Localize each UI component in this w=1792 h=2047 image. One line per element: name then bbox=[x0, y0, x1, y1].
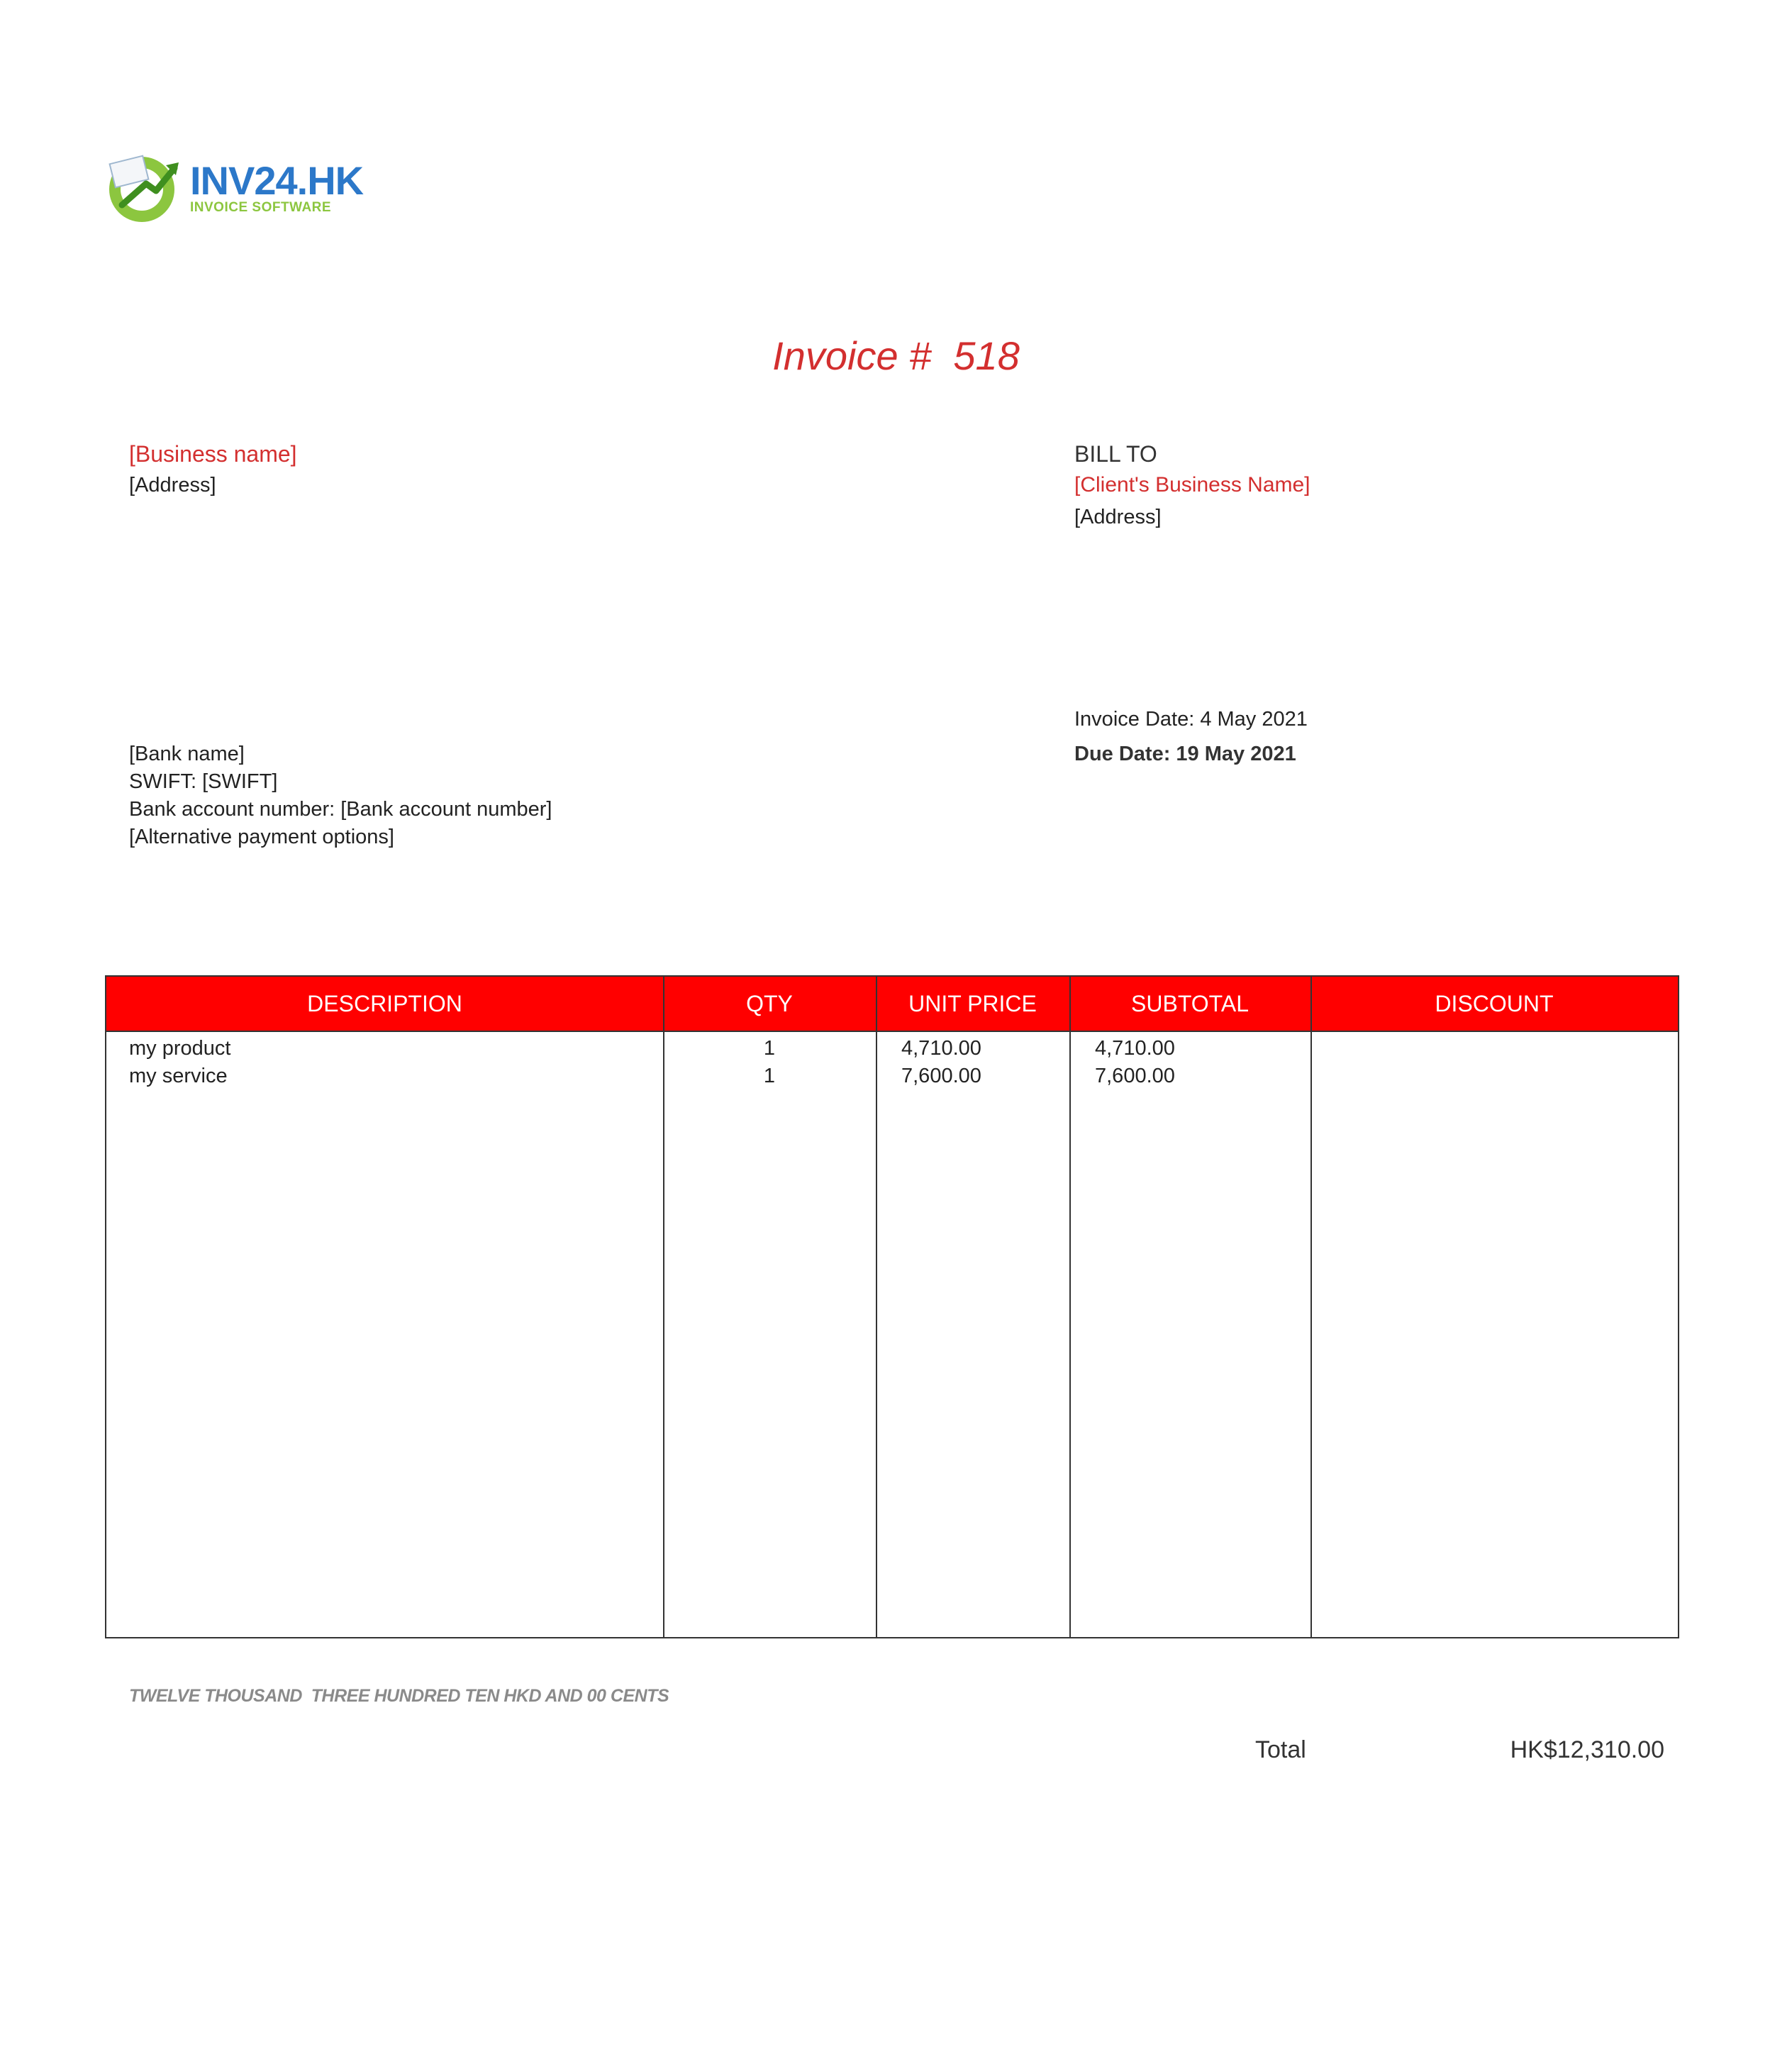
invoice-date: Invoice Date: 4 May 2021 bbox=[1074, 708, 1308, 731]
invoice-title: Invoice # 518 bbox=[772, 333, 1020, 378]
row-description: my product bbox=[129, 1037, 231, 1060]
total-amount: HK$12,310.00 bbox=[1510, 1736, 1664, 1763]
logo-tagline: INVOICE SOFTWARE bbox=[190, 200, 332, 215]
row-unit-price: 4,710.00 bbox=[901, 1037, 981, 1060]
row-qty: 1 bbox=[763, 1065, 776, 1087]
bill-to-heading: BILL TO bbox=[1074, 441, 1157, 467]
bank-name: [Bank name] bbox=[129, 743, 245, 765]
seller-business-name: [Business name] bbox=[129, 441, 297, 467]
seller-address: [Address] bbox=[129, 474, 216, 497]
row-qty: 1 bbox=[763, 1037, 776, 1060]
due-date: Due Date: 19 May 2021 bbox=[1074, 743, 1296, 765]
logo-name: INV24.HK bbox=[190, 158, 364, 203]
column-divider bbox=[1069, 977, 1071, 1637]
column-divider bbox=[876, 977, 877, 1637]
table-header bbox=[106, 977, 1678, 1032]
client-business-name: [Client's Business Name] bbox=[1074, 473, 1310, 497]
row-unit-price: 7,600.00 bbox=[901, 1065, 981, 1087]
column-header-discount: DISCOUNT bbox=[1435, 991, 1554, 1016]
line-items-table bbox=[105, 975, 1679, 1638]
row-subtotal: 7,600.00 bbox=[1095, 1065, 1175, 1087]
alternative-payment: [Alternative payment options] bbox=[129, 826, 394, 848]
row-subtotal: 4,710.00 bbox=[1095, 1037, 1175, 1060]
column-header-description: DESCRIPTION bbox=[307, 991, 462, 1016]
column-divider bbox=[1310, 977, 1312, 1637]
swift-code: SWIFT: [SWIFT] bbox=[129, 770, 278, 793]
column-header-qty: QTY bbox=[746, 991, 793, 1016]
client-address: [Address] bbox=[1074, 506, 1162, 528]
row-description: my service bbox=[129, 1065, 228, 1087]
amount-in-words: TWELVE THOUSAND THREE HUNDRED TEN HKD AND 00 CENTS bbox=[129, 1686, 669, 1706]
logo-icon bbox=[106, 152, 186, 223]
column-header-subtotal: SUBTOTAL bbox=[1131, 991, 1249, 1016]
bank-account-number: Bank account number: [Bank account number] bbox=[129, 798, 552, 821]
column-header-unit-price: UNIT PRICE bbox=[908, 991, 1037, 1016]
total-label: Total bbox=[1255, 1736, 1306, 1763]
